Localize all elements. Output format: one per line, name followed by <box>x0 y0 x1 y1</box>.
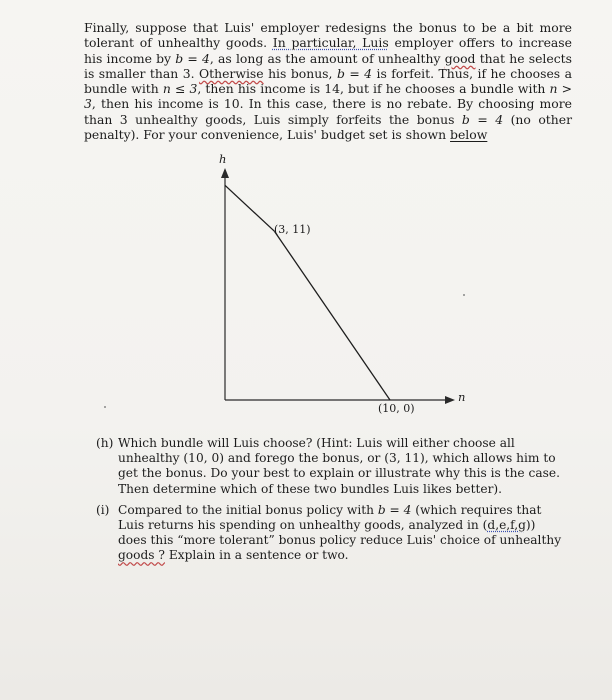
problem-intro <box>84 20 572 142</box>
budget-line-without-bonus <box>275 231 391 400</box>
intro-sentence-4b: is forfeit. Thus, if he chooses a bundle with <box>84 65 572 97</box>
bonus-expression-4: b = 4 <box>377 502 412 517</box>
budget-set-graph <box>190 150 490 420</box>
question-text <box>118 503 566 564</box>
h-axis-label: h <box>219 152 227 166</box>
referenced-parts: d,e,f,g <box>487 518 526 533</box>
question-i-part-3: )) does this “more tolerant” bonus policy reduce Luis' choice of unhealthy <box>118 518 562 548</box>
intro-sentence-4e: (no other penalty). For your convenience, Luis' budget set is shown <box>84 111 573 143</box>
below-word: below <box>450 127 488 143</box>
question-i-part-4: Explain in a sentence or two. <box>164 548 349 563</box>
x-intercept-label: (10, 0) <box>378 402 415 415</box>
otherwise-word: Otherwise <box>198 65 264 81</box>
budget-line <box>225 185 275 231</box>
bonus-expression: b = 4 <box>175 50 210 66</box>
bonus-expression-2: b = 4 <box>336 65 373 81</box>
question-text: Which bundle will Luis choose? (Hint: Luis will either choose all unhealthy (10, 0) and forego the bonus, or (3, 11), which allows him to get the bonus. Do your best to explain or illustrate why this is the case. Then determine which of these two bundles Luis likes better). <box>118 436 560 496</box>
question-i-part-1: Compared to the initial bonus policy with <box>118 502 378 517</box>
intro-sentence-4c: , then his income is 14, but if he chooses a bundle with <box>197 81 550 97</box>
question-number: (i) <box>96 502 110 517</box>
intro-sentence-1: Finally, suppose that Luis' employer redesigns the bonus to be a bit more tolerant of unhealthy goods. <box>84 20 572 51</box>
intro-sentence-2: employer offers to increase his income by <box>84 35 573 66</box>
intro-sentence-3b: that he selects is smaller than 3. <box>84 50 573 81</box>
n-axis-label: n <box>458 390 466 404</box>
intro-sentence-3a: , as long as the amount of unhealthy <box>209 50 445 66</box>
paper-speck <box>104 406 106 408</box>
paper-speck <box>463 294 465 296</box>
h-axis-arrow-icon <box>221 168 229 178</box>
intro-sentence-4a: his bonus, <box>263 65 337 81</box>
question-h <box>96 436 566 497</box>
n-axis-arrow-icon <box>445 396 455 404</box>
in-particular-phrase: In particular, Luis <box>272 35 389 51</box>
budget-graph-svg <box>190 150 490 420</box>
kink-point-label: (3, 11) <box>274 223 311 236</box>
bonus-expression-3: b = 4 <box>461 111 504 127</box>
intro-sentence-4d: , then his income is 10. In this case, there is no rebate. By choosing more than 3 unhealthy goods, Luis simply forfeits the bonus <box>84 96 572 127</box>
intro-paragraph <box>84 20 572 142</box>
question-i <box>96 503 566 564</box>
question-list <box>96 436 566 570</box>
condition-n-gt-3: n > 3 <box>84 81 573 112</box>
question-i-part-2: (which requires that Luis returns his spending on unhealthy goods, analyzed in ( <box>118 502 542 533</box>
condition-n-le-3: n ≤ 3 <box>162 81 198 97</box>
goods-word: goods ? <box>118 548 165 563</box>
good-word: good <box>444 50 476 66</box>
question-number: (h) <box>96 436 114 450</box>
